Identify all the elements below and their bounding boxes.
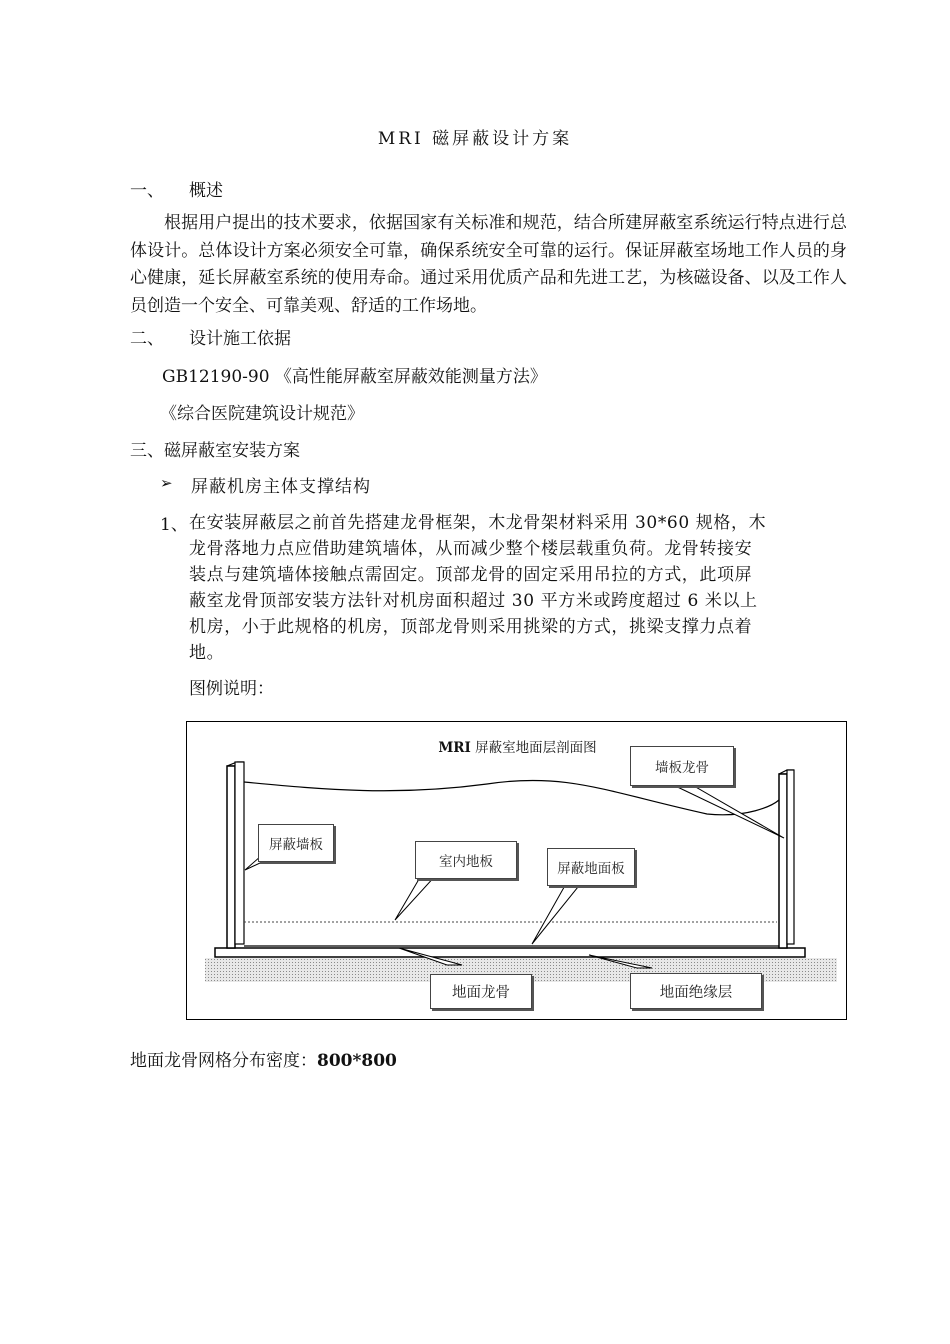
right-wall-post xyxy=(779,774,787,948)
section-3-heading: 三、磁屏蔽室安装方案 xyxy=(130,441,300,461)
page-title: MRI 磁屏蔽设计方案 xyxy=(377,129,573,149)
item-1-line: 蔽室龙骨顶部安装方法针对机房面积超过 30 平方米或跨度超过 6 米以上 xyxy=(189,591,758,611)
label-floor-keel: 地面龙骨 xyxy=(430,974,532,1009)
section-1-heading: 概述 xyxy=(189,181,223,201)
label-floor-insulation: 地面绝缘层 xyxy=(630,973,762,1009)
item-1-line: 机房，小于此规格的机房，顶部龙骨则采用挑梁的方式，挑梁支撑力点着 xyxy=(189,617,753,637)
standard-hospital-design: 《综合医院建筑设计规范》 xyxy=(160,404,364,424)
item-1-line: 地。 xyxy=(189,643,225,663)
section-2-heading: 设计施工依据 xyxy=(189,329,291,349)
item-1-line: 龙骨落地力点应借助建筑墙体，从而减少整个楼层载重负荷。龙骨转接安 xyxy=(189,539,753,559)
diagram-title: MRI 屏蔽室地面层剖面图 xyxy=(438,740,597,756)
keel-grid-density xyxy=(130,1046,397,1071)
item-1-body xyxy=(189,510,847,666)
label-indoor-floor: 室内地板 xyxy=(415,841,517,879)
left-wall-post xyxy=(227,766,235,948)
label-wall-keel: 墙板龙骨 xyxy=(630,746,734,786)
section-2-number: 二、 xyxy=(130,329,164,349)
density-value: 800*800 xyxy=(317,1051,397,1071)
floor-keel-plate xyxy=(215,948,805,957)
label-shield-floor: 屏蔽地面板 xyxy=(547,848,635,886)
item-1-line: 装点与建筑墙体接触点需固定。顶部龙骨的固定采用吊拉的方式，此项屏 xyxy=(189,565,753,585)
standard-gb12190: GB12190-90 《高性能屏蔽室屏蔽效能测量方法》 xyxy=(162,367,547,387)
item-1-line: 在安装屏蔽层之前首先搭建龙骨框架，木龙骨架材料采用 30*60 规格，木 xyxy=(189,513,767,533)
density-label: 地面龙骨网格分布密度： xyxy=(130,1051,317,1071)
section-1-number: 一、 xyxy=(130,181,164,201)
bullet-arrow-icon: ➢ xyxy=(160,474,173,492)
mri-floor-section-diagram xyxy=(186,721,847,1020)
section-1-body: 根据用户提出的技术要求，依据国家有关标准和规范，结合所建屏蔽室系统运行特点进行总体设计。总体设计方案必须安全可靠，确保系统安全可靠的运行。保证屏蔽室场地工作人员的身心健康，延长屏蔽室系统的使用寿命。通过采用优质产品和先进工艺，为核磁设备、以及工作人员创造一个安全、可靠美观、舒适的工作场地。 xyxy=(130,213,847,316)
label-shield-wall: 屏蔽墙板 xyxy=(258,824,334,862)
bullet-support-structure: 屏蔽机房主体支撑结构 xyxy=(191,477,371,497)
legend-caption: 图例说明： xyxy=(189,679,274,699)
item-1-number: 1、 xyxy=(160,515,188,535)
